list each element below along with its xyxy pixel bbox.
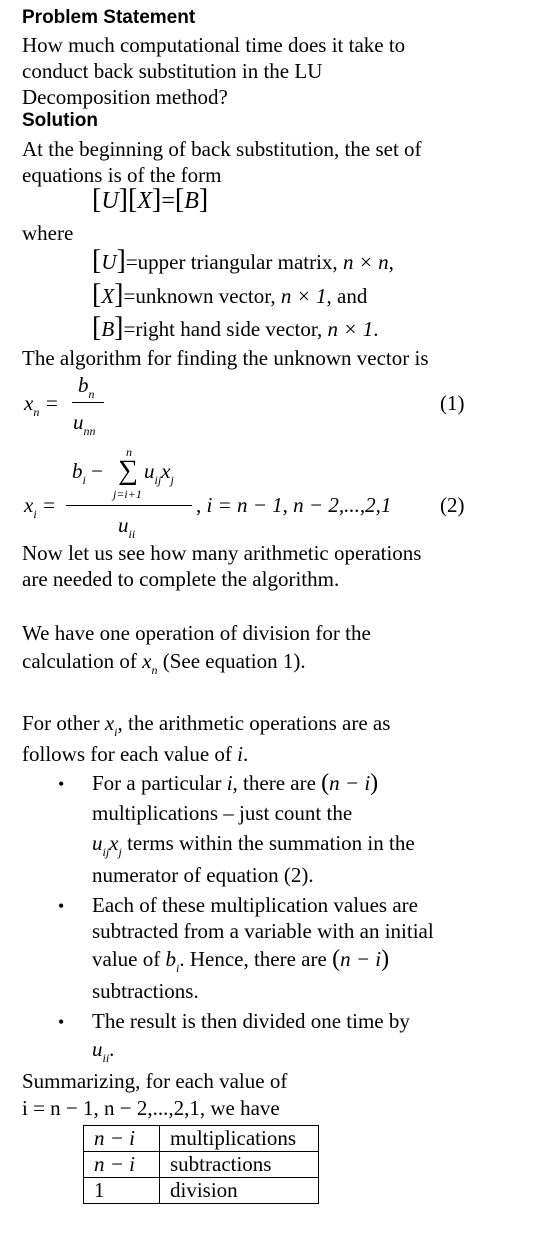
table-cell: n − i xyxy=(84,1126,160,1152)
bullet-1-line-2: multiplications – just count the xyxy=(92,801,353,825)
matrix-equation: [U][X]=[B] xyxy=(92,184,209,215)
bullet-1-line-4: numerator of equation (2). xyxy=(92,863,314,887)
bullet-dot-1: • xyxy=(58,774,65,794)
table-cell: n − i xyxy=(84,1152,160,1178)
equation-2-label: (2) xyxy=(440,493,465,517)
summary-line-2: i = n − 1, n − 2,...,2,1, we have xyxy=(22,1096,280,1120)
table-cell: multiplications xyxy=(160,1126,319,1152)
bullet-dot-3: • xyxy=(58,1012,65,1032)
bullet-1-line-1: For a particular i, there are (n − i) xyxy=(92,770,379,796)
para2-line-2: calculation of $x_n$ (See equation 1). xyxy=(22,649,306,677)
table-row xyxy=(84,1152,319,1178)
problem-line-3: Decomposition method? xyxy=(22,85,228,109)
def-b: [B]=right hand side vector, n × 1. xyxy=(92,312,379,343)
para3-line-2: follows for each value of i. xyxy=(22,742,249,766)
bullet-1-line-3: $u_{ij}x_j$ terms within the summation in the xyxy=(92,831,415,859)
bullet-dot-2: • xyxy=(58,896,65,916)
table-row xyxy=(84,1126,319,1152)
bullet-2-line-2: subtracted from a variable with an initial xyxy=(92,919,434,943)
para2-line-1: We have one operation of division for the xyxy=(22,621,371,645)
para1-line-1: Now let us see how many arithmetic operations xyxy=(22,541,422,565)
bullet-2-line-3: value of $b_i$. Hence, there are (n − i) xyxy=(92,946,390,975)
fraction-bar-2 xyxy=(66,505,192,506)
bullet-3-line-2: $u_{ii}$. xyxy=(92,1037,115,1065)
def-x: [X]=unknown vector, n × 1, and xyxy=(92,279,368,310)
summary-line-1: Summarizing, for each value of xyxy=(22,1069,288,1093)
problem-line-1: How much computational time does it take to xyxy=(22,33,406,57)
table-cell: subtractions xyxy=(160,1152,319,1178)
bullet-2-line-4: subtractions. xyxy=(92,979,199,1003)
fraction-bar-1 xyxy=(72,402,104,403)
sum-sign: ∑ xyxy=(118,455,138,486)
operations-table xyxy=(83,1125,319,1204)
para3-line-1: For other $x_i$, the arithmetic operations are as xyxy=(22,711,391,739)
intro-line-2: equations is of the form xyxy=(22,163,222,187)
problem-heading: Problem Statement xyxy=(22,7,196,28)
table-cell: 1 xyxy=(84,1178,160,1204)
para1-line-2: are needed to complete the algorithm. xyxy=(22,567,340,591)
algorithm-line: The algorithm for finding the unknown vector is xyxy=(22,346,429,370)
where-label: where xyxy=(22,221,74,245)
table-row xyxy=(84,1178,319,1204)
def-u: [U]=upper triangular matrix, n × n, xyxy=(92,245,394,276)
solution-heading: Solution xyxy=(22,110,98,131)
bullet-3-line-1: The result is then divided one time by xyxy=(92,1009,410,1033)
intro-line-1: At the beginning of back substitution, the set of xyxy=(22,137,422,161)
problem-line-2: conduct back substitution in the LU xyxy=(22,59,323,83)
table-cell: division xyxy=(160,1178,319,1204)
bullet-2-line-1: Each of these multiplication values are xyxy=(92,893,418,917)
equation-1-label: (1) xyxy=(440,391,465,415)
